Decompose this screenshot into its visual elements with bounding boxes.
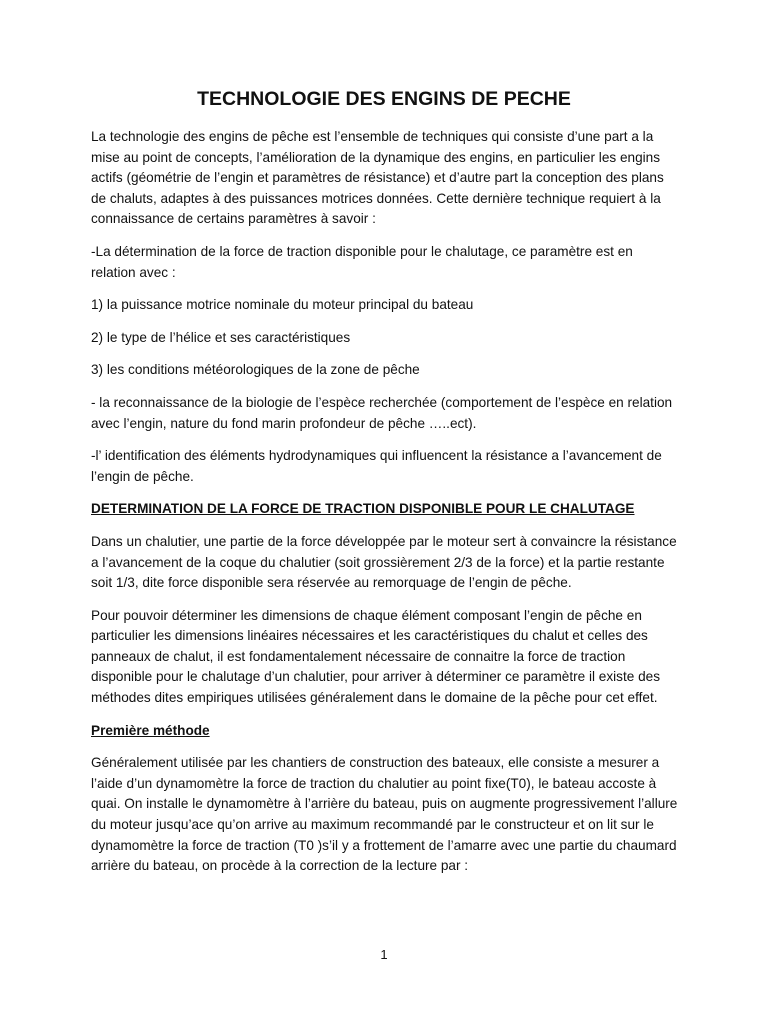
document-title: TECHNOLOGIE DES ENGINS DE PECHE [197,88,571,110]
document-body [91,127,681,889]
list-item-3: 3) les conditions météorologiques de la zone de pêche [91,362,420,378]
section-heading-method-1: Première méthode [91,722,210,738]
section-heading-traction: DETERMINATION DE LA FORCE DE TRACTION DISPONIBLE POUR LE CHALUTAGE [91,501,635,517]
list-item-1: 1) la puissance motrice nominale du moteur principal du bateau [91,297,474,313]
page-number: 1 [380,947,388,962]
paragraph-chalutier: Dans un chalutier, une partie de la force développée par le moteur sert à convaincre la résistance a l’avancement de la coque du chalutier (soit grossièrement 2/3 de la force) et la partie restante soit 1/3, dite force disponible sera réservée au remorquage de l’engin de pêche. [91,533,677,591]
paragraph-method-1: Généralement utilisée par les chantiers de construction des bateaux, elle consiste a mesurer a l’aide d’un dynamomètre la force de traction du chalutier au point fixe(T0), le bateau accoste à quai. On installe le dynamomètre à l’arrière du bateau, puis on augmente progressivement l’allure du moteur jusqu’ace qu’on arrive au maximum recommandé par le constructeur et on lit sur le dynamomètre la force de traction (T0 )s’il y a frottement de l’amarre avec une partie du chaumard arrière du bateau, on procède à la correction de la lecture par : [91,755,678,874]
paragraph-dimensions: Pour pouvoir déterminer les dimensions de chaque élément composant l’engin de pêche en particulier les dimensions linéaires nécessaires et les caractéristiques du chalut et celles des panneaux de chalut, il est fondamentalement nécessaire de connaitre la force de traction disponible pour le chalutage d’un chalutier, pour arriver à déterminer ce paramètre il existe des méthodes dites empiriques utilisées généralement dans le domaine de la pêche pour cet effet. [91,607,660,706]
list-item-2: 2) le type de l’hélice et ses caractéristiques [91,329,351,345]
paragraph-traction: -La détermination de la force de traction disponible pour le chalutage, ce paramètre est en relation avec : [91,243,633,280]
paragraph-biology: - la reconnaissance de la biologie de l’espèce recherchée (comportement de l’espèce en relation avec l’engin, nature du fond marin profondeur de pêche …..ect). [91,394,673,431]
paragraph-hydrodynamics: -l’ identification des éléments hydrodynamiques qui influencent la résistance a l’avancement de l’engin de pêche. [91,448,662,484]
paragraph-intro: La technologie des engins de pêche est l’ensemble de techniques qui consiste d’une part a la mise au point de concepts, l’amélioration de la dynamique des engins, en particulier les engins actifs (géométrie de l’engin et paramètres de résistance) et d’autre part la conception des plans de chaluts, adaptes à des puissances motrices données. Cette dernière technique requiert à la connaissance de certains paramètres à savoir : [91,129,664,227]
